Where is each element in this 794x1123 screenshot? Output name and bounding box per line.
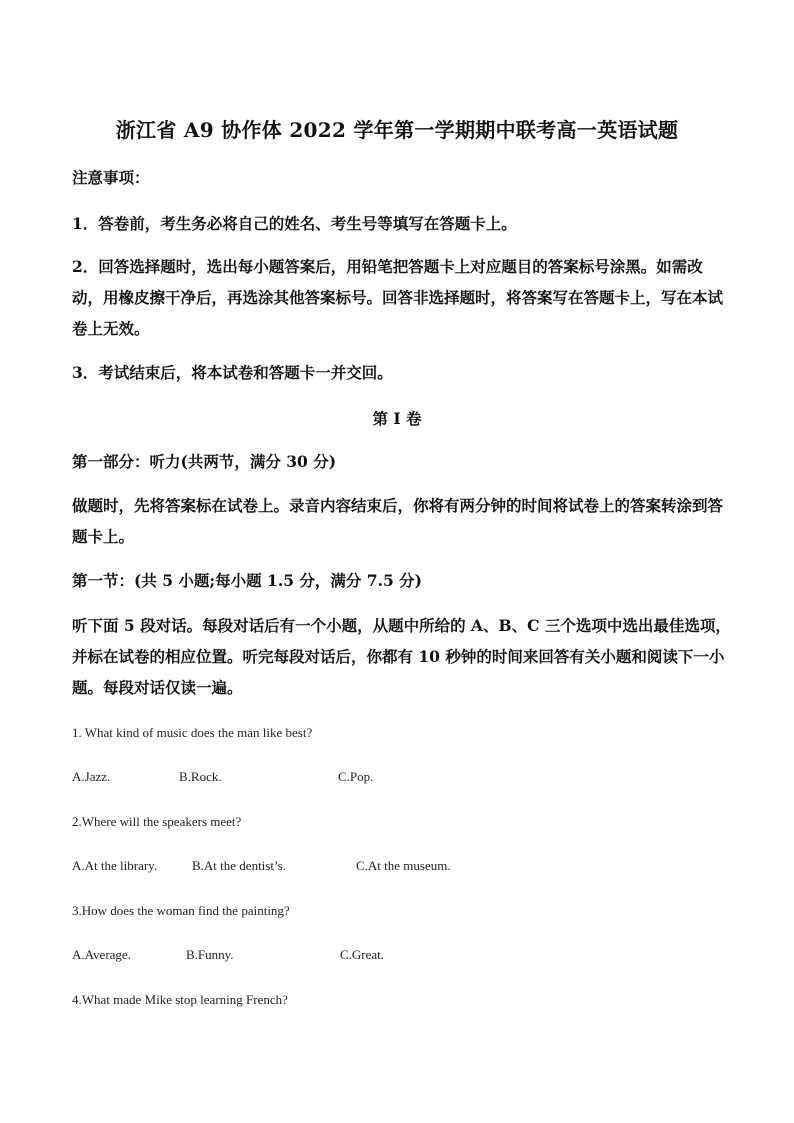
question-1-option-a: A.Jazz. <box>72 769 111 784</box>
question-2-option-c: C.At the museum. <box>356 858 451 873</box>
question-2-option-b: B.At the dentist’s. <box>192 858 286 873</box>
question-1-option-b: B.Rock. <box>179 769 222 784</box>
notice-heading: 注意事项： <box>72 168 150 187</box>
listening-instruction: 做题时，先将答案标在试卷上。录音内容结束后，你将有两分钟的时间将试卷上的答案转涂到答题卡上。 <box>72 496 724 546</box>
notice-item-3: 3．考试结束后，将本试卷和答题卡一并交回。 <box>72 363 393 382</box>
part1-heading: 第一部分：听力(共两节，满分 30 分) <box>72 452 337 471</box>
question-4-stem: 4.What made Mike stop learning French? <box>72 992 288 1007</box>
volume-heading: 第 I 卷 <box>372 409 422 428</box>
question-3-option-c: C.Great. <box>340 947 385 962</box>
notice-item-1: 1．答卷前，考生务必将自己的姓名、考生号等填写在答题卡上。 <box>72 214 517 233</box>
question-3-stem: 3.How does the woman find the painting? <box>72 903 290 918</box>
question-2-stem: 2.Where will the speakers meet? <box>72 814 242 829</box>
section1-instruction: 听下面 5 段对话。每段对话后有一个小题，从题中所给的 A、B、C 三个选项中选出最佳选项，并标在试卷的相应位置。听完每段对话后，你都有 10 秒钟的时间来回答有关小题和阅读下一小题。每段对话仅读一遍。 <box>72 616 731 697</box>
question-2-option-a: A.At the library. <box>72 858 158 873</box>
question-3-option-b: B.Funny. <box>186 947 234 962</box>
section1-heading: 第一节：(共 5 小题;每小题 1.5 分，满分 7.5 分) <box>72 571 422 590</box>
question-3-option-a: A.Average. <box>72 947 131 962</box>
exam-title: 浙江省 A9 协作体 2022 学年第一学期期中联考高一英语试题 <box>115 118 679 142</box>
question-1-option-c: C.Pop. <box>338 769 374 784</box>
notice-item-2: 2．回答选择题时，选出每小题答案后，用铅笔把答题卡上对应题目的答案标号涂黑。如需改动，用橡皮擦干净后，再选涂其他答案标号。回答非选择题时，将答案写在答题卡上，写在本试卷上无效。 <box>72 257 724 338</box>
question-1-stem: 1. What kind of music does the man like best? <box>72 725 313 740</box>
